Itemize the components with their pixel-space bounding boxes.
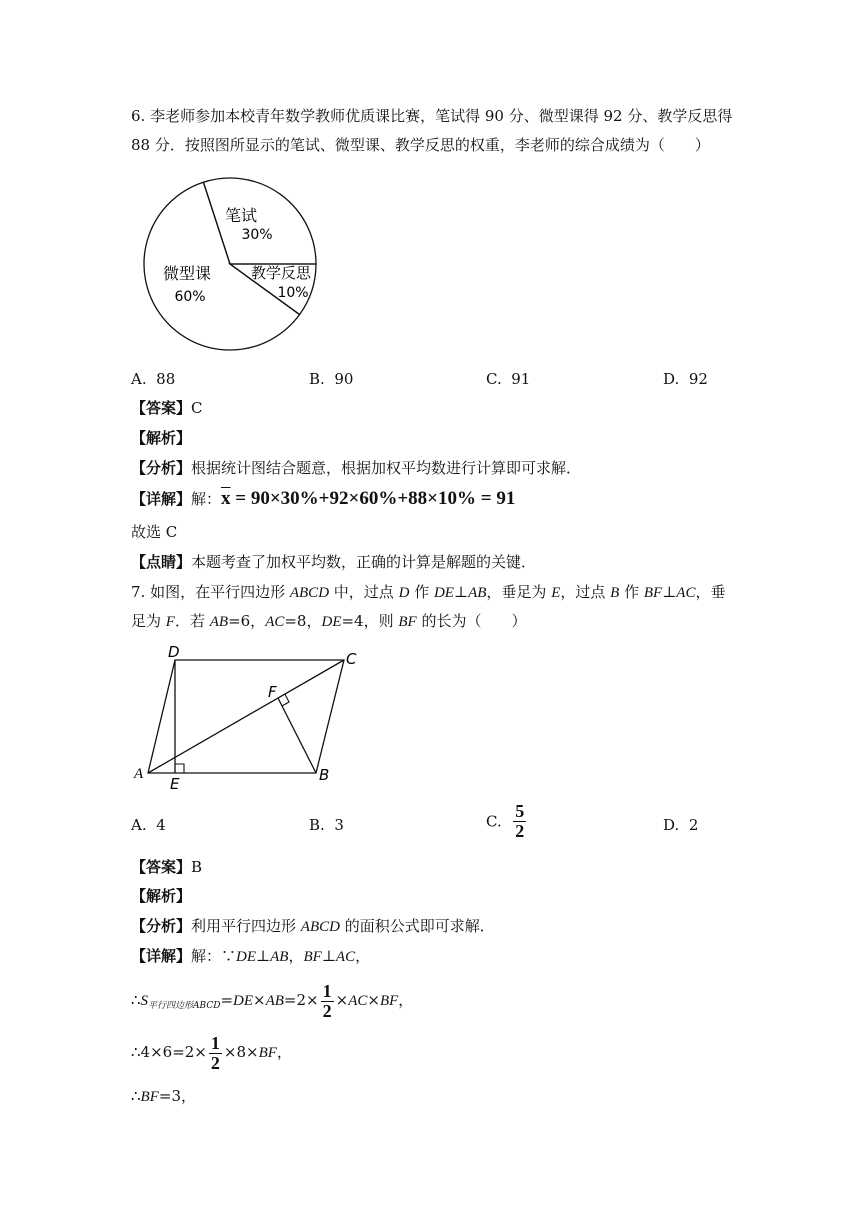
pie-slice-bishi (203, 178, 316, 264)
q6-guxuan: 故选 C (131, 523, 178, 541)
q7-answer: 【答案】B (131, 858, 203, 876)
q6-option-d: D. 92 (663, 370, 708, 388)
q7-fenxi: 【分析】利用平行四边形 ABCD 的面积公式即可求解． (131, 917, 495, 935)
label-d: D (168, 643, 180, 661)
q7-option-d: D. 2 (663, 816, 699, 834)
pie-pct-weixingke: 60% (174, 289, 206, 305)
pie-label-weixingke: 微型课 (162, 264, 212, 283)
parallelogram-figure (128, 640, 368, 795)
q6-option-c: C. 91 (486, 370, 531, 388)
q7-xiangjie: 【详解】解：∵DE⊥AB，BF⊥AC， (131, 947, 371, 965)
label-c: C (346, 650, 357, 668)
label-f: F (268, 683, 277, 701)
pie-label-fansi: 教学反思 (250, 264, 312, 282)
pie-label-bishi: 笔试 (224, 206, 258, 225)
q6-xiangjie: 【详解】解：$\overline{x} = 90\times 30\%+92\times 60\%+88\times 10\% = 91$ (131, 488, 516, 509)
right-angle-e (175, 764, 184, 773)
pie-pct-bishi: 30% (241, 227, 273, 243)
q7-option-b: B. 3 (309, 816, 344, 834)
formula-expression: = 90×30%+92×60%+88×10% = 91 (230, 488, 516, 509)
q6-answer: 【答案】C (131, 399, 203, 417)
q7-option-c: C. $\frac{5}{2}$ (486, 801, 525, 841)
diagonal-ac (148, 660, 344, 773)
label-a: A (134, 766, 144, 782)
q6-option-b: B. 90 (309, 370, 354, 388)
q6-dianjing: 【点睛】本题考查了加权平均数，正确的计算是解题的关键． (131, 553, 537, 571)
q6-text-line1: 6. 李老师参加本校青年数学教师优质课比赛，笔试得 90 分、微型课得 92 分、教学反思得 (131, 107, 733, 125)
q6-text-line2: 88 分．按照图所显示的笔试、微型课、教学反思的权重，李老师的综合成绩为（ ） (131, 136, 710, 154)
q6-analysis-label: 【解析】 (131, 429, 192, 447)
q7-step3: ∴BF=3， (131, 1087, 196, 1105)
q6-fenxi: 【分析】根据统计图结合题意，根据加权平均数进行计算即可求解． (131, 459, 582, 477)
formula-xbar: $\overline{x}$ (221, 488, 231, 509)
q7-text-line1: 7. 如图，在平行四边形 ABCD 中，过点 D 作 DE⊥AB，垂足为 E，过点 B 作 BF⊥AC，垂 (131, 583, 726, 601)
pie-pct-fansi: 10% (277, 285, 309, 301)
q7-analysis-label: 【解析】 (131, 887, 192, 905)
q7-option-a: A. 4 (131, 816, 166, 834)
label-e: E (170, 775, 180, 793)
pie-chart (140, 176, 320, 356)
q7-step2: ∴4×6=2× $\frac{1}{2}$ ×8×BF， (131, 1032, 292, 1073)
q7-text-line2: 足为 F．若 AB=6，AC=8，DE=4，则 BF 的长为（ ） (131, 612, 527, 630)
label-b: B (319, 766, 330, 784)
q7-step1: $\therefore S_{平行四边形ABCD}=DE\times AB=2\times$ $\frac{1}{2}$ ×AC×BF， (131, 980, 414, 1021)
q6-option-a: A. 88 (131, 370, 176, 388)
segment-bf (278, 698, 316, 773)
